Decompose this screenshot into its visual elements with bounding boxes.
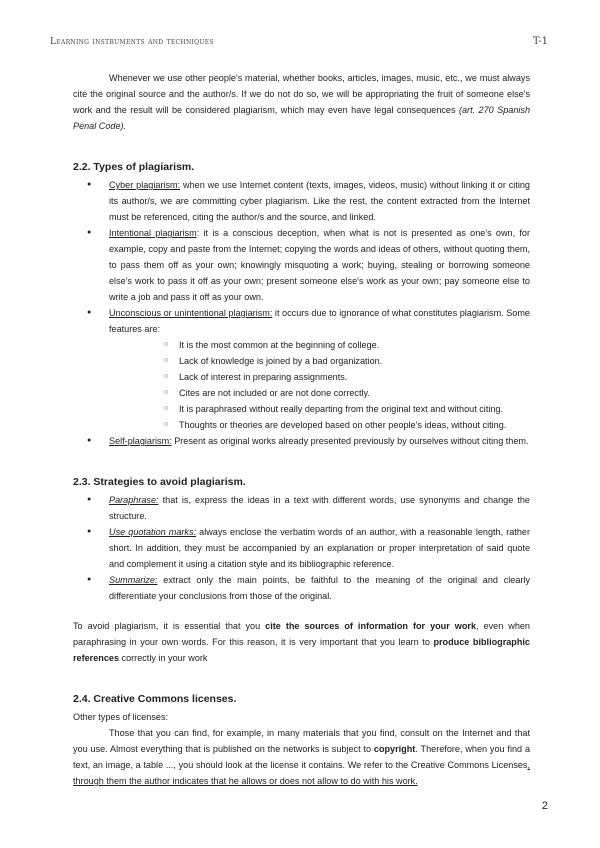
intro-paragraph: Whenever we use other people's material, whether books, articles, images, music, etc., we must always cite the original source and the author/s. If we do not do so, we will be appropriating the fruit of someone else's work and the result will be considered plagiarism, which may even have legal consequences (art. 270 Spanish Penal Code).	[73, 73, 530, 131]
sublist-item: ○ Thoughts or theories are developed based on other people's ideas, without citing.	[109, 417, 530, 433]
running-header-title: Learning instruments and techniques	[50, 37, 214, 47]
section-heading-licenses: 2.4. Creative Commons licenses.	[73, 693, 237, 705]
legal-citation: (art. 270 Spanish Penal Code).	[73, 105, 530, 131]
list-item: ● Summarize: extract only the main points, be faithful to the meaning of the original and clearly differentiate your conclusions from those of the original.	[73, 572, 530, 604]
licenses-paragraph: Those that you can find, for example, in many materials that you find, consult on the Internet and that you use. Almost everything that is published on the networks is subject to copyright. Therefore, when you find a text, an image, a table ..., you should look at the license it contains. We refer to the Creative Commons Licenses, through them the author indicates that he allows or does not allow to do with his work.	[73, 728, 530, 786]
list-item: ● Intentional plagiarism: it is a conscious deception, when what is not is presented as one's own, for example, copy and paste from the Internet; copying the words and ideas of others, without quoting them, to pass them off as your own; knowingly misquoting a work; buying, stealing or borrowing someone else's work to pass it off as your own; present someone else's work as your own; pay someone else to write a job and pass it off as your own.	[73, 225, 530, 305]
section-heading-types: 2.2. Types of plagiarism.	[73, 161, 195, 173]
sublist-item: ○ Cites are not included or are not done correctly.	[109, 385, 530, 401]
sublist-item: ○ Lack of interest in preparing assignments.	[109, 369, 530, 385]
licenses-subheading: Other types of licenses:	[73, 712, 169, 722]
list-item: ● Use quotation marks: always enclose the verbatim words of an author, with a reasonable length, rather short. In addition, they must be accompanied by an explanation or proper interpretation of said quote and complement it using a citation style and its bibliographic reference.	[73, 524, 530, 572]
closing-paragraph: To avoid plagiarism, it is essential that you cite the sources of information for your work, even when paraphrasing in your own words. For this reason, it is very important that you learn to produce bibliographic references correctly in your work	[73, 621, 530, 663]
list-item: ● Unconscious or unintentional plagiarism: it occurs due to ignorance of what constitutes plagiarism. Some features are: ○ It is the most common at the beginning of college. ○ Lack of knowledge is joined by a bad organization. ○ Lack of interest in preparing assignments. ○ Cites are not included or are not done correctly. ○ It is paraphrased without really departing from the original text and without citing. ○ Thoughts or theories are developed based on other people's ideas, without citing.	[73, 305, 530, 433]
section-heading-strategies: 2.3. Strategies to avoid plagiarism.	[73, 476, 246, 488]
plagiarism-types-list	[73, 177, 530, 449]
sublist-item: ○ Lack of knowledge is joined by a bad organization.	[109, 353, 530, 369]
running-header-unit: T-1	[532, 36, 548, 47]
sublist-item: ○ It is the most common at the beginning of college.	[109, 337, 530, 353]
list-item: ● Cyber plagiarism: when we use Internet content (texts, images, videos, music) without linking it or citing its author/s, we are committing cyber plagiarism. Like the rest, the content extracted from the Internet must be referenced, citing the author/s and the source, and linked.	[73, 177, 530, 225]
strategies-list	[73, 492, 530, 604]
page-number: 2	[541, 800, 548, 812]
list-item: ● Paraphrase: that is, express the ideas in a text with different words, use synonyms and change the structure.	[73, 492, 530, 524]
document-body	[73, 70, 530, 789]
features-sublist	[109, 337, 530, 433]
sublist-item: ○ It is paraphrased without really departing from the original text and without citing.	[109, 401, 530, 417]
list-item: ● Self-plagiarism: Present as original works already presented previously by ourselves without citing them.	[73, 433, 530, 449]
